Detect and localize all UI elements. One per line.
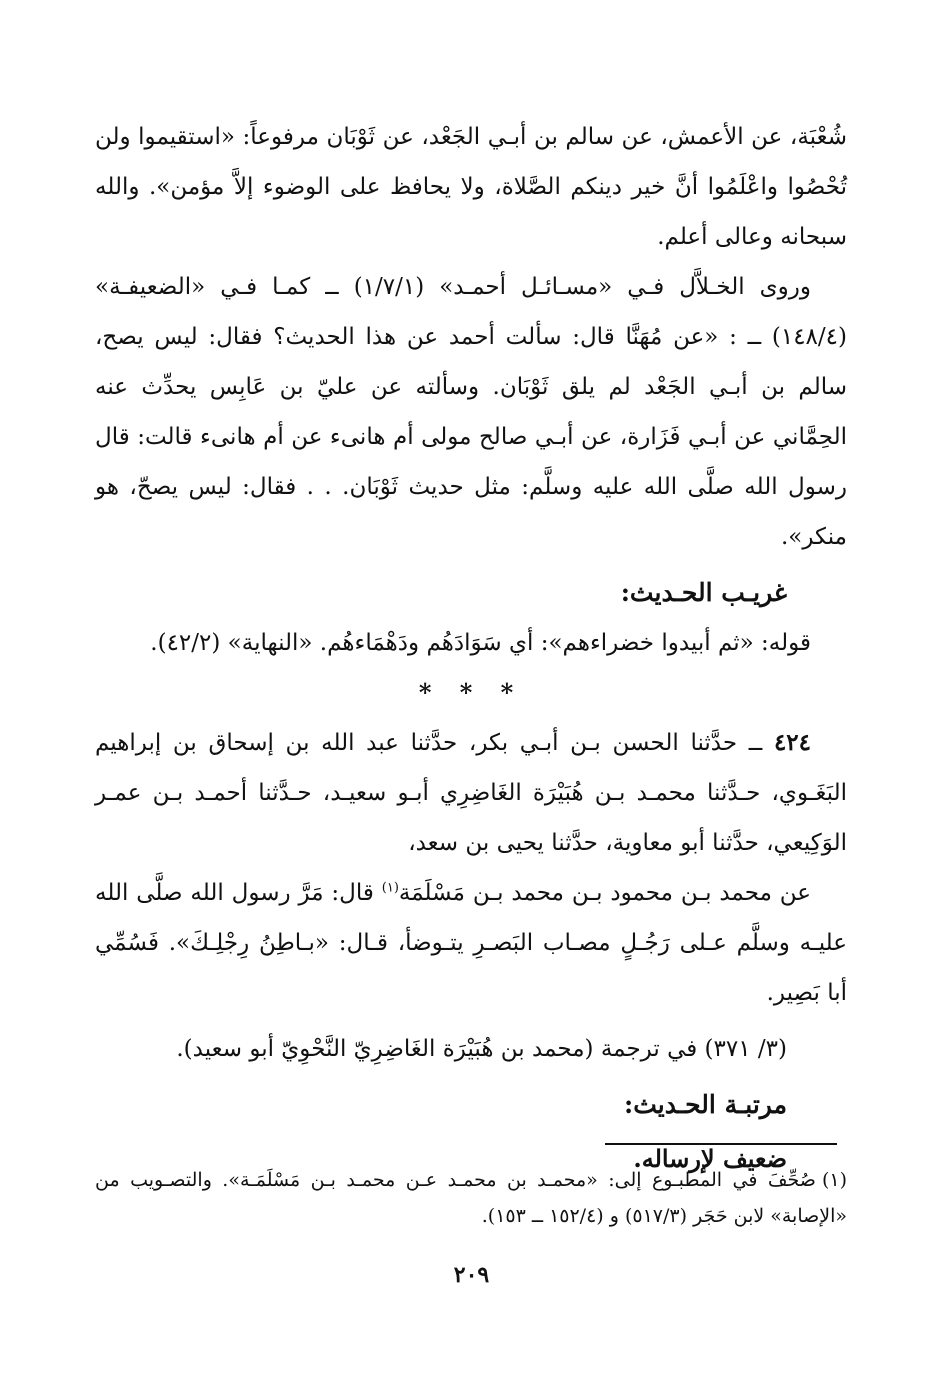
footnotes: [95, 1162, 847, 1234]
rank-text: ضعيف لإرساله.: [633, 1144, 787, 1173]
paragraph-continuation: شُعْبَة، عن الأعمش، عن سالم بن أبـي الجَعْد، عن ثَوْبَان مرفوعاً: «استقيموا ولن تُحْصُوا واعْلَمُوا أنَّ خير دينكم الصَّلاة، ولا يحافظ على الوضوء إلاَّ مؤمن». والله سبحانه وعالى أعلم.: [95, 124, 847, 250]
footnote-1: [95, 1162, 847, 1234]
footnote-marker: (١): [381, 880, 399, 896]
hadith-matn-start: عن محمد بـن محمود بـن محمد بـن مَسْلَمَة: [398, 880, 812, 906]
hadith-number: ٤٢٤: [773, 729, 811, 756]
gharib-heading: غريـب الحـديث:: [620, 578, 787, 607]
rank-heading: مرتبـة الحـديث:: [623, 1090, 787, 1119]
section-separator: * * *: [418, 678, 524, 707]
hadith-isnad-text: ــ حدَّثنا الحسن بـن أبـي بكر، حدَّثنا عبد الله بن إسحاق بن إبراهيم البَغَـوي، حـدَّثنا محمـد بـن هُبَيْرَة الغَاضِرِي أبـو سعيـد، حـدَّثنا أحمـد بـن عمـر الوَكِيعي، حدَّثنا أبو معاوية، حدَّثنا يحيى بن سعد،: [95, 730, 847, 856]
footnote-number: (١): [821, 1169, 847, 1191]
paragraph-khallal: وروى الخـلاَّل فـي «مسـائـل أحمـد» (١/٧/١) ــ كمـا فـي «الضعيفـة» (١٤٨/٤) ــ : «عن مُهَنَّا قال: سألت أحمد عن هذا الحديث؟ فقال: ليس يصح، سالم بن أبـي الجَعْد لم يلق ثَوْبَان. وسألته عن عليّ بن عَابِس يحدِّث عنه الحِمَّاني عن أبـي فَزَارة، عن أبـي صالح مولى أم هانىء عن أم هانىء قالت: قال رسول الله صلَّى الله عليه وسلَّم: مثل حديث ثَوْبَان. . . فقال: ليس يصحّ، هو منكر».: [95, 274, 847, 550]
hadith-matn-end: قال: مَرَّ رسول الله صلَّى الله عليـه وسلَّم عـلى رَجُـلٍ مصـاب البَصـرِ يتـوضأ، قـال: «بـاطِنُ رِجْلِـكَ». فَسُمِّي أبا بَصِير.: [95, 880, 847, 1006]
page-number: ٢٠٩: [453, 1262, 490, 1288]
footnote-text: صُحِّفَ في المطبـوع إلى: «محمـد بن محمـد عـن محمـد بـن مَسْلَمَـة». والتصـويب من «الإصابة» لابن حَجَر (٥١٧/٣) و (١٥٢/٤ ــ ١٥٣).: [95, 1169, 847, 1227]
hadith-isnad: [95, 718, 847, 868]
hadith-reference: (٣/ ٣٧١) في ترجمة (محمد بن هُبَيْرَة الغَاضِرِيّ النَّحْوِيّ أبو سعيد).: [176, 1036, 787, 1062]
gharib-text: قوله: «ثم أبيدوا خضراءهم»: أي سَوَادَهُم ودَهْمَاءهُم. «النهاية» (٤٢/٢).: [150, 630, 811, 656]
hadith-matn: [95, 868, 847, 1018]
footnote-divider: [605, 1143, 837, 1145]
main-text: [95, 112, 847, 1184]
